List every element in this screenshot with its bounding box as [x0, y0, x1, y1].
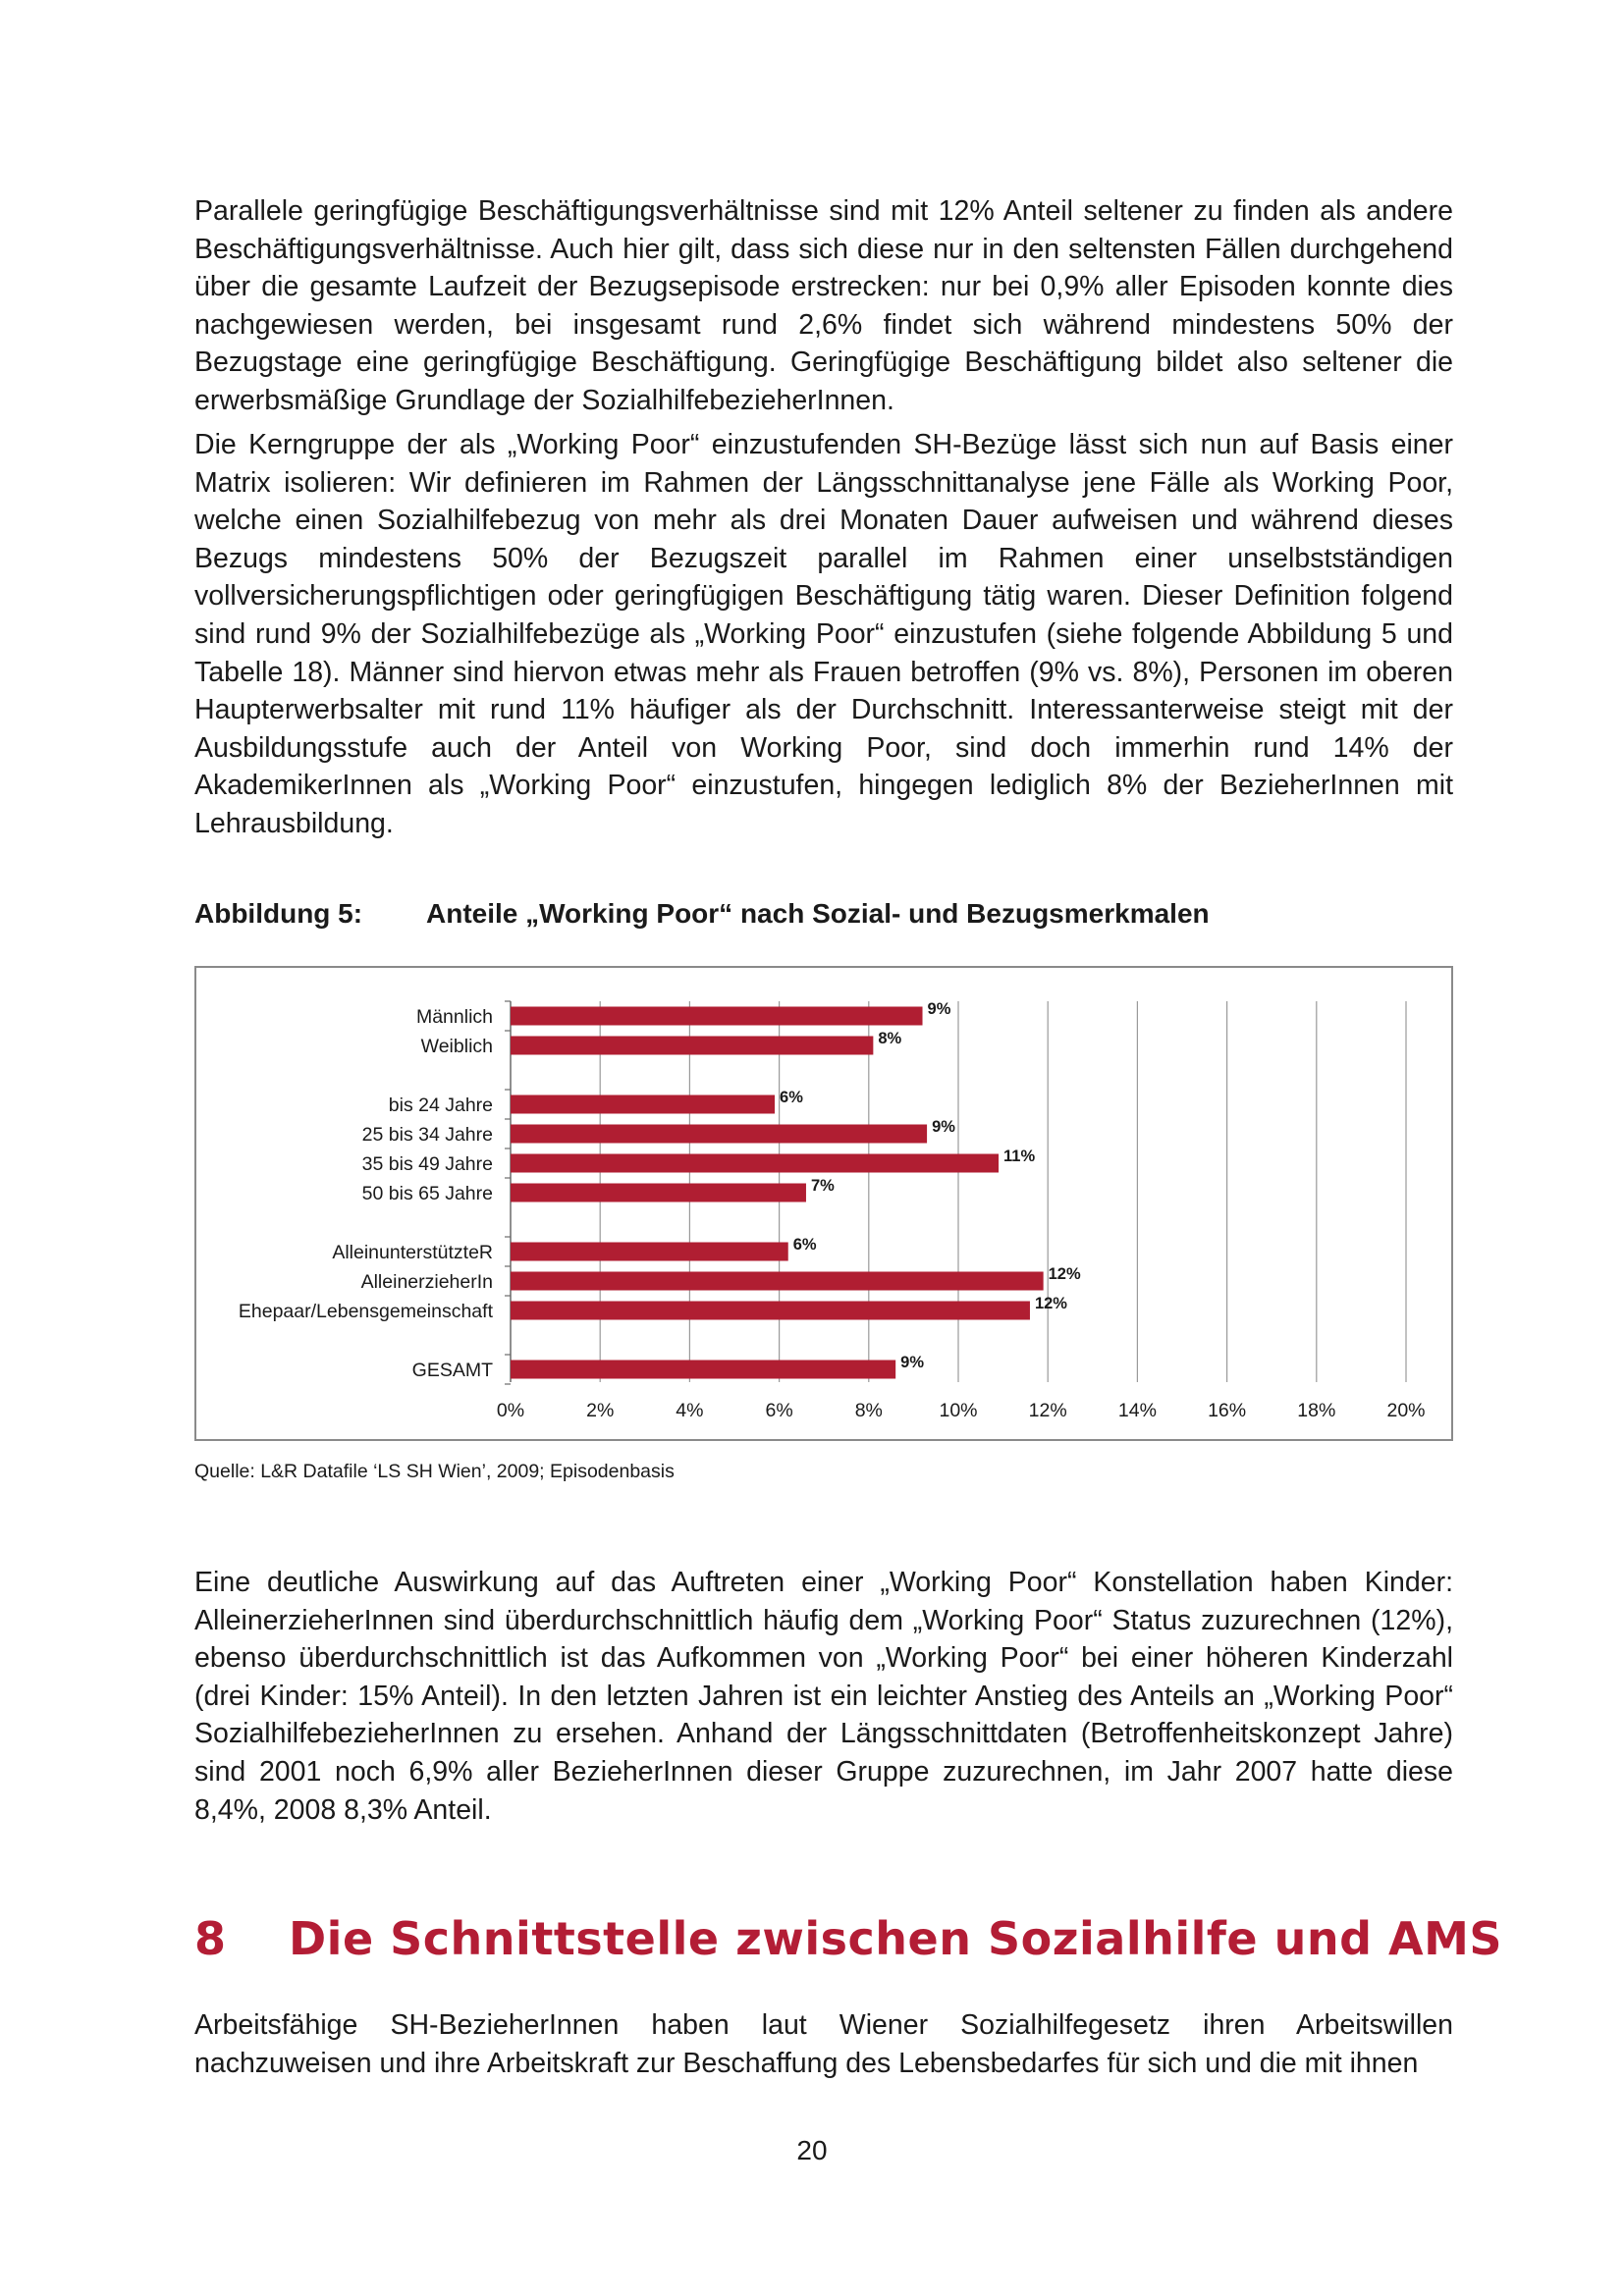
category-label: 50 bis 65 Jahre [361, 1183, 493, 1204]
figure-source: Quelle: L&R Datafile ‘LS SH Wien’, 2009; Episodenbasis [194, 1461, 675, 1482]
bar [511, 1007, 923, 1026]
data-label: 12% [1048, 1265, 1081, 1283]
paragraph-3: Eine deutliche Auswirkung auf das Auftreten einer „Working Poor“ Konstellation haben Kinder: AlleinerzieherInnen sind überdurchschnittlich häufig dem „Working Poor“ Status zuzurechnen (12%), ebenso überdurchschnittlich ist das Aufkommen von „Working Poor“ bei einer höheren Kinderzahl (drei Kinder: 15% Anteil). In den letzten Jahren ist ein leichter Anstieg des Anteils an „Working Poor“ SozialhilfebezieherInnen zu ersehen. Anhand der Längsschnittdaten (Betroffenheitskonzept Jahre) sind 2001 noch 6,9% aller BezieherInnen dieser Gruppe zuzurechnen, im Jahr 2007 hatte diese 8,4%, 2008 8,3% Anteil. [194, 1567, 1453, 1826]
x-tick-label: 12% [1028, 1400, 1067, 1421]
page-number: 20 [796, 2135, 828, 2165]
data-label: 9% [900, 1354, 925, 1371]
category-label: Weiblich [420, 1036, 493, 1057]
x-tick-label: 6% [765, 1400, 793, 1421]
chart-svg [196, 968, 1455, 1443]
category-label: 25 bis 34 Jahre [361, 1124, 493, 1146]
figure-number: Abbildung 5: [194, 898, 363, 929]
figure-caption [194, 898, 1210, 930]
x-tick-label: 14% [1117, 1400, 1157, 1421]
paragraph-4: Arbeitsfähige SH-BezieherInnen haben laut Wiener Sozialhilfegesetz ihren Arbeitswillen nachzuweisen und ihre Arbeitskraft zur Beschaffung des Lebensbedarfes für sich und die mit ihnen [194, 2009, 1453, 2079]
bar [511, 1272, 1044, 1291]
data-label: 9% [927, 1000, 951, 1018]
bar [511, 1154, 999, 1173]
category-label: Ehepaar/Lebensgemeinschaft [238, 1301, 493, 1322]
data-label: 6% [780, 1089, 803, 1106]
x-tick-label: 16% [1208, 1400, 1247, 1421]
category-label: GESAMT [411, 1360, 493, 1381]
bar [511, 1095, 775, 1114]
data-label: 11% [1003, 1148, 1036, 1165]
category-label: bis 24 Jahre [388, 1095, 493, 1116]
x-tick-label: 4% [676, 1400, 704, 1421]
x-tick-label: 8% [854, 1400, 883, 1421]
category-label: Männlich [415, 1006, 493, 1028]
data-label: 6% [792, 1236, 817, 1254]
bar [511, 1037, 873, 1055]
category-label: 35 bis 49 Jahre [361, 1153, 493, 1175]
bar-chart [194, 966, 1453, 1441]
x-tick-label: 0% [496, 1400, 525, 1421]
data-label: 9% [932, 1118, 955, 1136]
data-label: 8% [878, 1030, 902, 1047]
bar [511, 1302, 1030, 1320]
section-number: 8 [194, 1912, 227, 1965]
paragraph-2: Die Kerngruppe der als „Working Poor“ einzustufenden SH-Bezüge lässt sich nun auf Basis einer Matrix isolieren: Wir definieren im Rahmen der Längsschnittanalyse jene Fälle als Working Poor, welche einen Sozialhilfebezug von mehr als drei Monaten Dauer aufweisen und während dieses Bezugs mindestens 50% der Bezugszeit parallel im Rahmen einer unselbstständigen vollversicherungspflichtigen oder geringfügigen Beschäftigung tätig waren. Dieser Definition folgend sind rund 9% der Sozialhilfebezüge als „Working Poor“ einzustufen (siehe folgende Abbildung 5 und Tabelle 18). Männer sind hiervon etwas mehr als Frauen betroffen (9% vs. 8%), Personen im oberen Haupterwerbsalter mit rund 11% häufiger als der Durchschnitt. Interessanterweise steigt mit der Ausbildungsstufe auch der Anteil von Working Poor, sind doch immerhin rund 14% der AkademikerInnen als „Working Poor“ einzustufen, hingegen lediglich 8% der BezieherInnen mit Lehrausbildung. [194, 429, 1453, 839]
category-label: AlleinerzieherIn [360, 1271, 493, 1293]
paragraph-1: Parallele geringfügige Beschäftigungsverhältnisse sind mit 12% Anteil seltener zu finden als andere Beschäftigungsverhältnisse. Auch hier gilt, dass sich diese nur in den seltensten Fällen durchgehend über die gesamte Laufzeit der Bezugsepisode erstrecken: nur bei 0,9% aller Episoden konnte dies nachgewiesen werden, bei insgesamt rund 2,6% findet sich während mindestens 50% der Bezugstage eine geringfügige Beschäftigung. Geringfügige Beschäftigung bildet also seltener die erwerbsmäßige Grundlage der SozialhilfebezieherInnen. [194, 195, 1453, 416]
category-label: AlleinunterstützteR [332, 1242, 493, 1263]
bar [511, 1243, 788, 1261]
x-tick-label: 10% [939, 1400, 978, 1421]
x-tick-label: 18% [1297, 1400, 1336, 1421]
section-title: Die Schnittstelle zwischen Sozialhilfe und AMS [289, 1912, 1503, 1965]
data-label: 12% [1034, 1295, 1067, 1312]
bar [511, 1361, 895, 1379]
bar [511, 1184, 806, 1202]
bar [511, 1125, 927, 1144]
x-tick-label: 20% [1386, 1400, 1426, 1421]
x-tick-label: 2% [586, 1400, 615, 1421]
figure-title: Anteile „Working Poor“ nach Sozial- und Bezugsmerkmalen [426, 898, 1210, 929]
section-heading [194, 1912, 1502, 1965]
data-label: 7% [810, 1177, 835, 1195]
